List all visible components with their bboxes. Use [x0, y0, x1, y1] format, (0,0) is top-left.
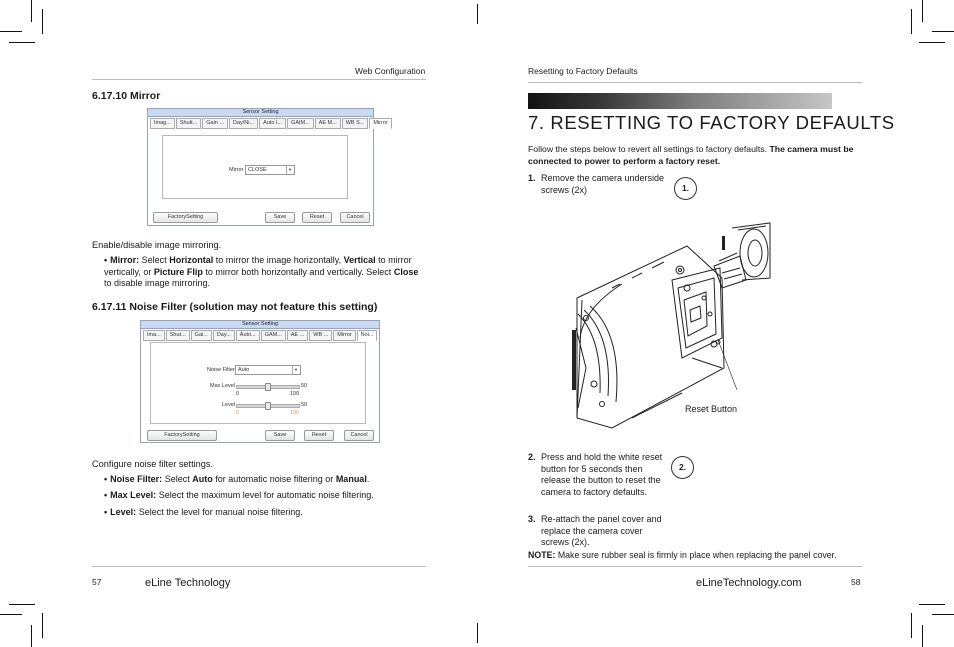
- slider-thumb[interactable]: [265, 383, 271, 391]
- tab-ae-mode[interactable]: AE M...: [315, 118, 341, 129]
- mirror-bullet: • Mirror: Select Horizontal to mirror the image horizontally, Vertical to mirror vertically, or Picture Flip to mirror both horizontally and vertically. Select Close to disable image mirroring.: [104, 255, 419, 288]
- level-min: 0: [236, 410, 240, 416]
- tab-auto-iris[interactable]: Auto I...: [259, 118, 286, 129]
- max-level-value: 50: [301, 383, 308, 389]
- tab-noise-filter[interactable]: Noi...: [357, 330, 378, 341]
- sensor-tabs: [143, 330, 378, 341]
- chapter-title: 7. RESETTING TO FACTORY DEFAULTS: [528, 112, 895, 133]
- panel-title: Sensor Setting: [148, 109, 373, 117]
- factory-setting-button[interactable]: FactorySetting: [147, 430, 217, 441]
- mirror-select[interactable]: [245, 165, 295, 175]
- factory-setting-button[interactable]: FactorySetting: [153, 212, 218, 223]
- max-level-min: 0: [236, 391, 240, 397]
- page-number-right: 58: [851, 577, 861, 587]
- noise-filter-select[interactable]: [235, 365, 301, 375]
- tab-mirror[interactable]: Mirror: [333, 330, 355, 341]
- step-1: 1. Remove the camera underside screws (2x): [528, 173, 665, 195]
- save-button[interactable]: Save: [265, 430, 295, 441]
- footer-brand-right: eLineTechnology.com: [696, 577, 802, 589]
- chapter-banner: [528, 93, 832, 109]
- noise-form-area: [150, 342, 366, 424]
- tab-white-balance[interactable]: WB S...: [342, 118, 369, 129]
- level-label: Level: [222, 402, 236, 408]
- chevron-down-icon: ▼: [286, 166, 293, 174]
- step-2: 2. Press and hold the white reset button for 5 seconds then release the button to reset the camera to factory defaults.: [528, 452, 663, 497]
- cancel-button[interactable]: Cancel: [340, 212, 370, 223]
- mirror-description: Enable/disable image mirroring.: [92, 240, 222, 250]
- tab-white-balance[interactable]: WB ...: [309, 330, 332, 341]
- footer-brand-left: eLine Technology: [145, 577, 231, 589]
- level-value: 50: [301, 402, 308, 408]
- section-heading-noise-filter: 6.17.11 Noise Filter (solution may not feature this setting): [92, 301, 378, 313]
- slider-thumb[interactable]: [265, 402, 271, 410]
- note: NOTE: Make sure rubber seal is firmly in place when replacing the panel cover.: [528, 550, 837, 560]
- tab-day-night[interactable]: Day...: [213, 330, 235, 341]
- level-max: 100: [290, 410, 300, 416]
- reset-button-label: Reset Button: [685, 404, 738, 414]
- max-level-max: 100: [290, 391, 300, 397]
- page-header-left: Web Configuration: [355, 66, 426, 76]
- tab-gamma[interactable]: GAM...: [261, 330, 286, 341]
- footer-rule-left: [92, 566, 426, 567]
- mirror-form-area: [162, 135, 348, 199]
- callout-2: 2.: [671, 456, 694, 479]
- bullet-dot: •: [104, 507, 108, 517]
- sensor-tabs: [150, 118, 393, 129]
- tab-gain[interactable]: Gain ...: [202, 118, 228, 129]
- mirror-field-label: Mirror: [229, 167, 244, 173]
- tab-day-night[interactable]: Day/Ni...: [229, 118, 258, 129]
- header-rule-right: [528, 82, 862, 83]
- page-header-right: Resetting to Factory Defaults: [528, 66, 638, 76]
- callout-1: 1.: [674, 177, 697, 200]
- noise-bullet-level: • Level: Select the level for manual noise filtering.: [104, 507, 303, 517]
- tab-ae-mode[interactable]: AE ...: [287, 330, 308, 341]
- save-button[interactable]: Save: [265, 212, 295, 223]
- noise-bullet-max-level: • Max Level: Select the maximum level for automatic noise filtering.: [104, 490, 374, 500]
- noise-filter-label: Noise Filter: [207, 367, 235, 373]
- panel-title: Sensor Setting: [141, 321, 379, 329]
- bullet-dot: •: [104, 474, 108, 484]
- bullet-dot: •: [104, 255, 108, 265]
- header-rule-left: [92, 79, 426, 80]
- tab-auto-iris[interactable]: Auto...: [236, 330, 260, 341]
- tab-mirror[interactable]: Mirror: [369, 118, 391, 129]
- footer-rule-right: [528, 566, 862, 567]
- tab-gamma[interactable]: GAIM...: [287, 118, 314, 129]
- bullet-dot: •: [104, 490, 108, 500]
- reset-button[interactable]: Reset: [302, 212, 332, 223]
- tab-shutter[interactable]: Shutt...: [176, 118, 201, 129]
- camera-underside-illustration: [572, 218, 772, 438]
- max-level-label: Max Level: [210, 383, 236, 389]
- mirror-settings-panel: [147, 108, 388, 226]
- section-heading-mirror: 6.17.10 Mirror: [92, 90, 161, 102]
- intro-text: Follow the steps below to revert all settings to factory defaults. The camera must be connected to power to perform a factory reset.: [528, 144, 854, 166]
- tab-image[interactable]: Ima...: [143, 330, 165, 341]
- noise-description: Configure noise filter settings.: [92, 459, 214, 469]
- level-slider[interactable]: [236, 404, 300, 408]
- max-level-slider[interactable]: [236, 385, 300, 389]
- mirror-select-value: CLOSE: [248, 167, 267, 173]
- tab-shutter[interactable]: Shut...: [166, 330, 190, 341]
- step-3: 3. Re-attach the panel cover and replace the camera cover screws (2x).: [528, 514, 662, 547]
- page-number-left: 57: [92, 577, 102, 587]
- reset-button[interactable]: Reset: [304, 430, 334, 441]
- noise-bullet-filter: • Noise Filter: Select Auto for automatic noise filtering or Manual.: [104, 474, 370, 484]
- noise-filter-settings-panel: [140, 320, 380, 443]
- tab-gain[interactable]: Gai...: [191, 330, 212, 341]
- tab-image[interactable]: Imag...: [150, 118, 175, 129]
- chevron-down-icon: ▼: [292, 366, 299, 374]
- cancel-button[interactable]: Cancel: [344, 430, 374, 441]
- noise-filter-select-value: Auto: [238, 367, 250, 373]
